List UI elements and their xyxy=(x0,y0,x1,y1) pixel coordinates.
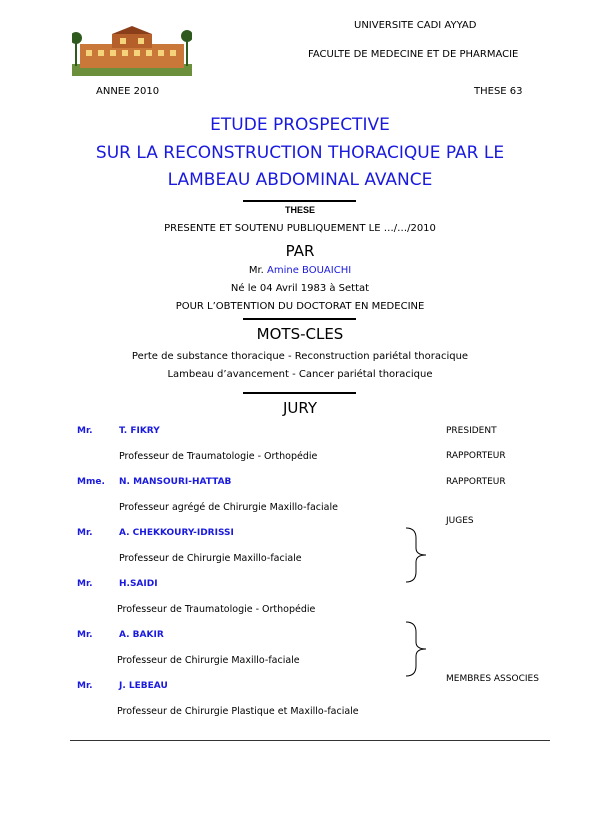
role-rapporteur: RAPPORTEUR xyxy=(446,477,506,487)
presented-line: PRESENTE ET SOUTENU PUBLIQUEMENT LE …/…/2010 xyxy=(164,223,436,234)
jury-desc: Professeur de Traumatologie - Orthopédie xyxy=(117,604,316,615)
author-name: Amine BOUAICHI xyxy=(267,265,352,276)
keywords-heading: MOTS-CLES xyxy=(256,325,344,343)
role-president: PRESIDENT xyxy=(446,426,497,436)
title-line-1: ETUDE PROSPECTIVE xyxy=(210,115,390,135)
jury-desc: Professeur de Traumatologie - Orthopédie xyxy=(119,451,318,462)
birth-line: Né le 04 Avril 1983 à Settat xyxy=(230,283,370,294)
jury-name: A. CHEKKOURY-IDRISSI xyxy=(119,528,234,538)
right-brace-icon xyxy=(404,620,430,678)
title-line-3: LAMBEAU ABDOMINAL AVANCE xyxy=(167,170,433,190)
year-label: ANNEE 2010 xyxy=(96,86,160,97)
jury-title: Mr. xyxy=(77,528,93,538)
author-prefix: Mr. xyxy=(248,265,264,276)
divider xyxy=(243,200,356,202)
university-name: UNIVERSITE CADI AYYAD xyxy=(354,20,477,31)
divider xyxy=(243,392,356,394)
right-brace-icon xyxy=(404,526,430,584)
jury-desc: Professeur agrégé de Chirurgie Maxillo-faciale xyxy=(119,502,338,513)
role-rapporteur: RAPPORTEUR xyxy=(446,451,506,461)
title-line-2: SUR LA RECONSTRUCTION THORACIQUE PAR LE xyxy=(95,143,505,163)
par-label: PAR xyxy=(285,242,315,260)
footer-divider xyxy=(70,740,550,741)
keywords-line-2: Lambeau d’avancement - Cancer pariétal thoracique xyxy=(167,369,433,380)
jury-desc: Professeur de Chirurgie Plastique et Maxillo-faciale xyxy=(117,706,359,717)
purpose-line: POUR L’OBTENTION DU DOCTORAT EN MEDECINE xyxy=(175,301,425,312)
jury-title: Mr. xyxy=(77,579,93,589)
thesis-number: THESE 63 xyxy=(474,86,523,97)
jury-title: Mme. xyxy=(77,477,105,487)
role-membres-associes: MEMBRES ASSOCIES xyxy=(446,674,539,684)
jury-desc: Professeur de Chirurgie Maxillo-faciale xyxy=(117,655,300,666)
divider xyxy=(243,318,356,320)
jury-name: H.SAIDI xyxy=(119,579,158,589)
jury-name: T. FIKRY xyxy=(119,426,160,436)
jury-title: Mr. xyxy=(77,630,93,640)
role-juges: JUGES xyxy=(446,516,474,526)
faculty-building-logo xyxy=(72,26,192,76)
jury-name: J. LEBEAU xyxy=(119,681,168,691)
faculty-name: FACULTE DE MEDECINE ET DE PHARMACIE xyxy=(308,49,519,60)
jury-desc: Professeur de Chirurgie Maxillo-faciale xyxy=(119,553,302,564)
keywords-line-1: Perte de substance thoracique - Reconstruction pariétal thoracique xyxy=(131,351,469,362)
jury-name: N. MANSOURI-HATTAB xyxy=(119,477,232,487)
jury-title: Mr. xyxy=(77,426,93,436)
jury-heading: JURY xyxy=(282,399,318,417)
jury-title: Mr. xyxy=(77,681,93,691)
thesis-label: THESE xyxy=(284,205,315,215)
jury-name: A. BAKIR xyxy=(119,630,164,640)
author-line xyxy=(0,265,600,276)
